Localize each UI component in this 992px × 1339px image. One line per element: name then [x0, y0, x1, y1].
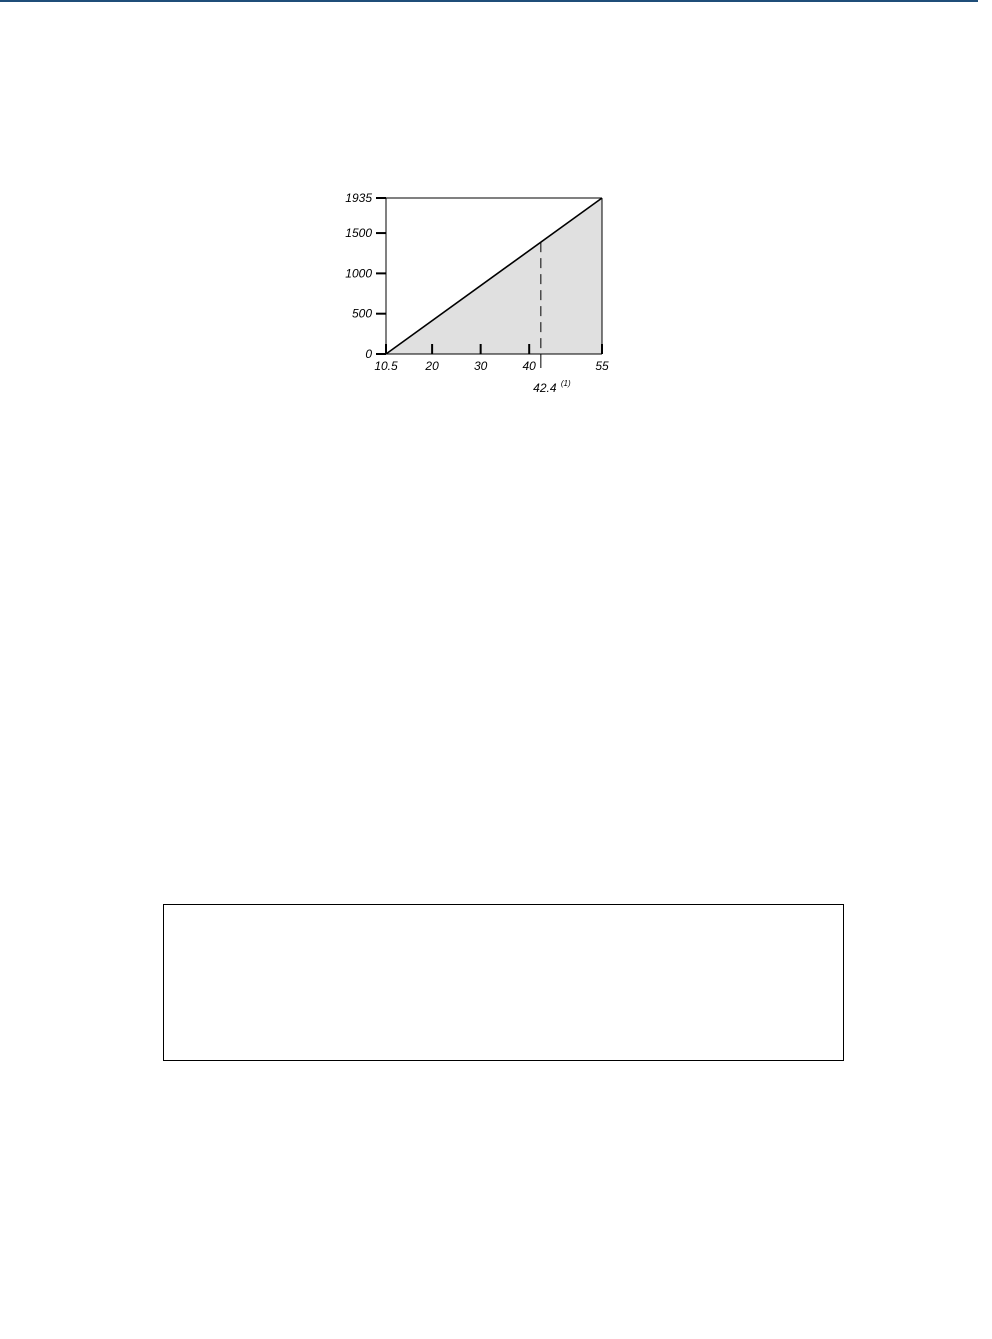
- y-tick-label: 1500: [345, 226, 372, 241]
- note-box: [163, 904, 844, 1061]
- x-tick-label: 40: [522, 359, 536, 373]
- y-tick-label: 1935: [345, 191, 372, 205]
- x-tick-label: 20: [425, 359, 439, 373]
- x-tick-label: 55: [595, 359, 609, 373]
- y-tick-label: 0: [365, 347, 372, 361]
- y-tick-label: 1000: [345, 266, 372, 281]
- x-tick-label: 30: [473, 359, 488, 373]
- x-tick-label: 10.5: [374, 359, 398, 373]
- y-tick-label: 500: [351, 306, 372, 321]
- marker-label-group: [533, 379, 571, 395]
- voltage-load-chart: [330, 185, 630, 410]
- top-rule: [0, 0, 978, 2]
- chart-svg: [330, 185, 630, 410]
- marker-label: 42.4: [533, 381, 557, 395]
- marker-footnote: (1): [560, 379, 571, 388]
- y-axis-ticks: [345, 191, 386, 361]
